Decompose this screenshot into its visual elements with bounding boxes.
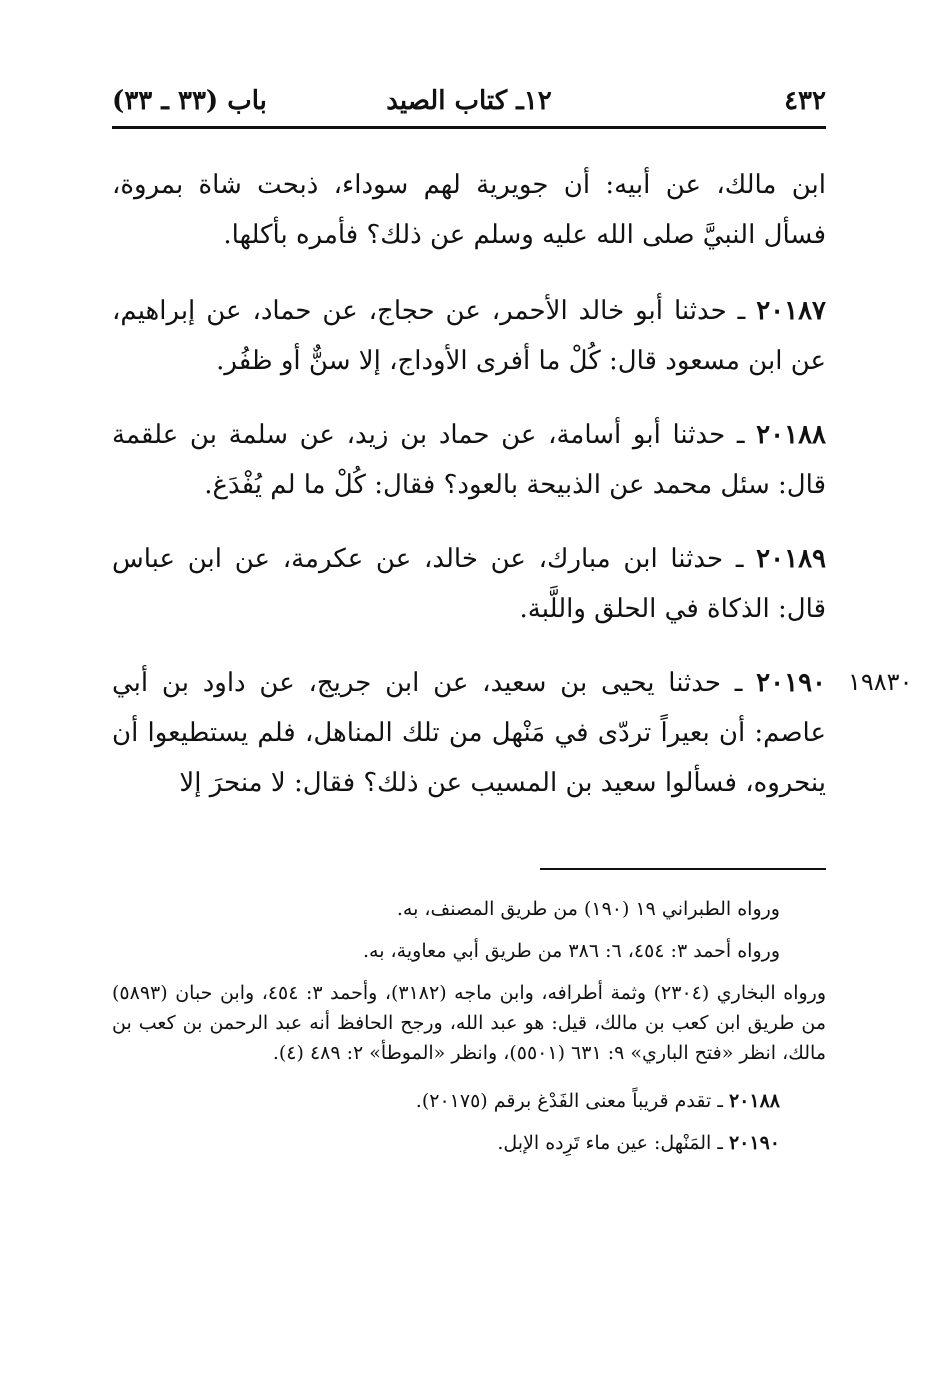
continuation-paragraph: ابن مالك، عن أبيه: أن جويرية لهم سوداء، ذبحت شاة بمروة، فسأل النبيَّ صلى الله عليه وسلم عن ذلك؟ فأمره بأكلها. — [112, 170, 826, 250]
page-number: ٤٣٢ — [784, 86, 826, 116]
hadith-text: ـ حدثنا ابن مبارك، عن خالد، عن عكرمة، عن ابن عباس قال: الذكاة في الحلق واللَّبة. — [112, 544, 826, 624]
hadith-number: ٢٠١٩٠ — [756, 668, 826, 698]
hadith-text: ـ حدثنا أبو أسامة، عن حماد بن زيد، عن سلمة بن علقمة قال: سئل محمد عن الذبيحة بالعود؟ فقال: كُلْ ما لم يُفْدَغ. — [112, 420, 826, 500]
page-header — [112, 80, 826, 124]
footnote-number: ٢٠١٨٨ — [728, 1090, 780, 1112]
header-rule — [112, 126, 826, 129]
footnote-text: ـ تقدم قريباً معنى الفَدْغ برقم (٢٠١٧٥). — [415, 1090, 723, 1112]
hadith-paragraph — [112, 410, 826, 510]
footnote: ورواه البخاري (٢٣٠٤) وثمة أطرافه، وابن ماجه (٣١٨٢)، وأحمد ٣: ٤٥٤، وابن حبان (٥٨٩٣) من طريق ابن كعب بن مالك، قيل: هو عبد الله، ورجح الحافظ أنه عبد الرحمن بن كعب بن مالك، انظر «فتح الباري» ٩: ٦٣١ (٥٥٠١)، وانظر «الموطأ» ٢: ٤٨٩ (٤). — [112, 982, 827, 1064]
main-text — [112, 160, 826, 832]
margin-number: ١٩٨٣٠ — [848, 668, 913, 696]
hadith-paragraph — [112, 534, 826, 634]
hadith-number: ٢٠١٨٩ — [756, 544, 826, 574]
hadith-paragraph — [112, 286, 826, 386]
footnote: ورواه الطبراني ١٩ (١٩٠) من طريق المصنف، به. — [396, 898, 780, 920]
chapter-label: باب (٣٣ ـ ٣٣) — [112, 86, 267, 116]
footnote-rule — [540, 868, 826, 870]
hadith-text: ـ حدثنا يحيى بن سعيد، عن ابن جريج، عن داود بن أبي عاصم: أن بعيراً تردّى في مَنْهل من تلك المناهل، فلم يستطيعوا أن ينحروه، فسألوا سعيد بن المسيب عن ذلك؟ فقال: لا منحرَ إلا — [112, 668, 826, 798]
footnote — [112, 1086, 826, 1116]
hadith-number: ٢٠١٨٨ — [756, 420, 826, 450]
book-title: ١٢ـ كتاب الصيد — [386, 86, 552, 116]
footnote-number: ٢٠١٩٠ — [728, 1132, 780, 1154]
hadith-text: ـ حدثنا أبو خالد الأحمر، عن حجاج، عن حماد، عن إبراهيم، عن ابن مسعود قال: كُلْ ما أفرى الأوداج، إلا سنٌّ أو ظفُر. — [112, 296, 826, 376]
hadith-number: ٢٠١٨٧ — [756, 296, 827, 326]
footnotes — [112, 894, 826, 1170]
footnote: ورواه أحمد ٣: ٤٥٤، ٦: ٣٨٦ من طريق أبي معاوية، به. — [362, 940, 780, 962]
footnote-text: ـ المَنْهل: عين ماء تَرِده الإبل. — [497, 1132, 723, 1154]
footnote — [112, 1128, 826, 1158]
hadith-paragraph — [112, 658, 826, 808]
